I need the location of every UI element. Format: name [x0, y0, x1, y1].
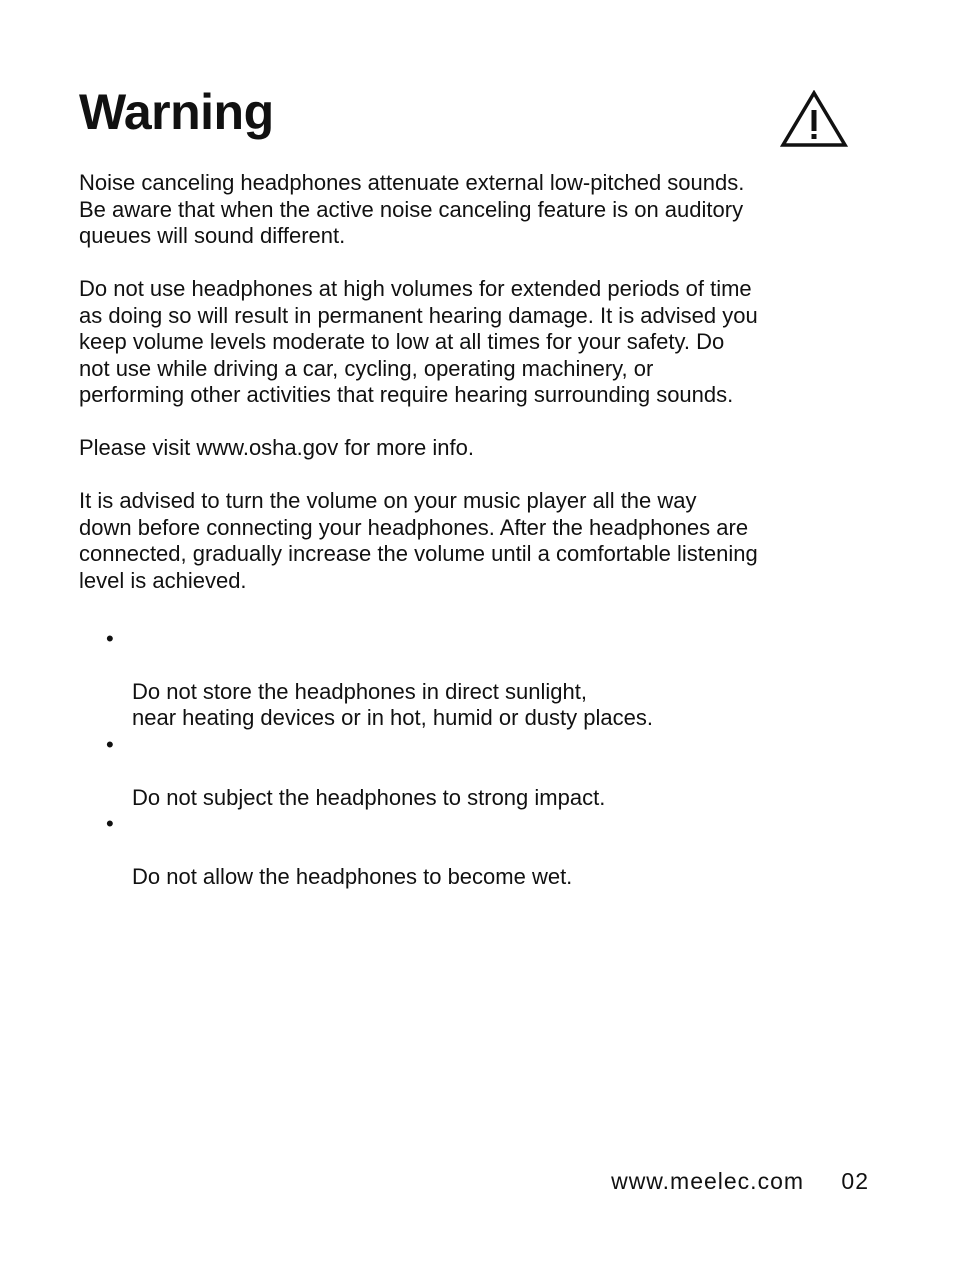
page-title: Warning: [79, 84, 274, 140]
paragraph-volume-procedure: It is advised to turn the volume on your music player all the way down before connecting your headphones. After the headphones are connected, gradually increase the volume until a comfortable listening level is achieved.: [79, 488, 758, 593]
list-item-text: Do not store the headphones in direct sunlight, near heating devices or in hot, humid or dusty places.: [132, 678, 653, 730]
page-number: 02: [841, 1168, 869, 1194]
paragraph-volume-safety: Do not use headphones at high volumes for extended periods of time as doing so will result in permanent hearing damage. It is advised you keep volume levels moderate to low at all times for your safety. Do not use while driving a car, cycling, operating machinery, or performing other activities that require hearing surrounding sounds.: [79, 276, 758, 407]
bullet-icon: •: [106, 625, 114, 651]
warning-triangle-icon: [780, 90, 848, 148]
paragraph-osha-info: Please visit www.osha.gov for more info.: [79, 435, 474, 460]
list-item: [79, 732, 869, 812]
paragraph-noise-canceling: Noise canceling headphones attenuate external low-pitched sounds. Be aware that when the active noise canceling feature is on auditory queues will sound different.: [79, 170, 745, 248]
list-item-text: Do not allow the headphones to become wet.: [132, 864, 573, 889]
care-instructions-list: [79, 621, 869, 891]
page-footer: [611, 1166, 869, 1196]
bullet-icon: •: [106, 811, 114, 836]
bullet-icon: •: [106, 731, 114, 757]
warning-body: [79, 170, 869, 891]
list-item: [79, 626, 869, 732]
footer-url: www.meelec.com: [611, 1168, 805, 1194]
list-item: [79, 811, 869, 891]
list-item-text: Do not subject the headphones to strong impact.: [132, 784, 606, 810]
